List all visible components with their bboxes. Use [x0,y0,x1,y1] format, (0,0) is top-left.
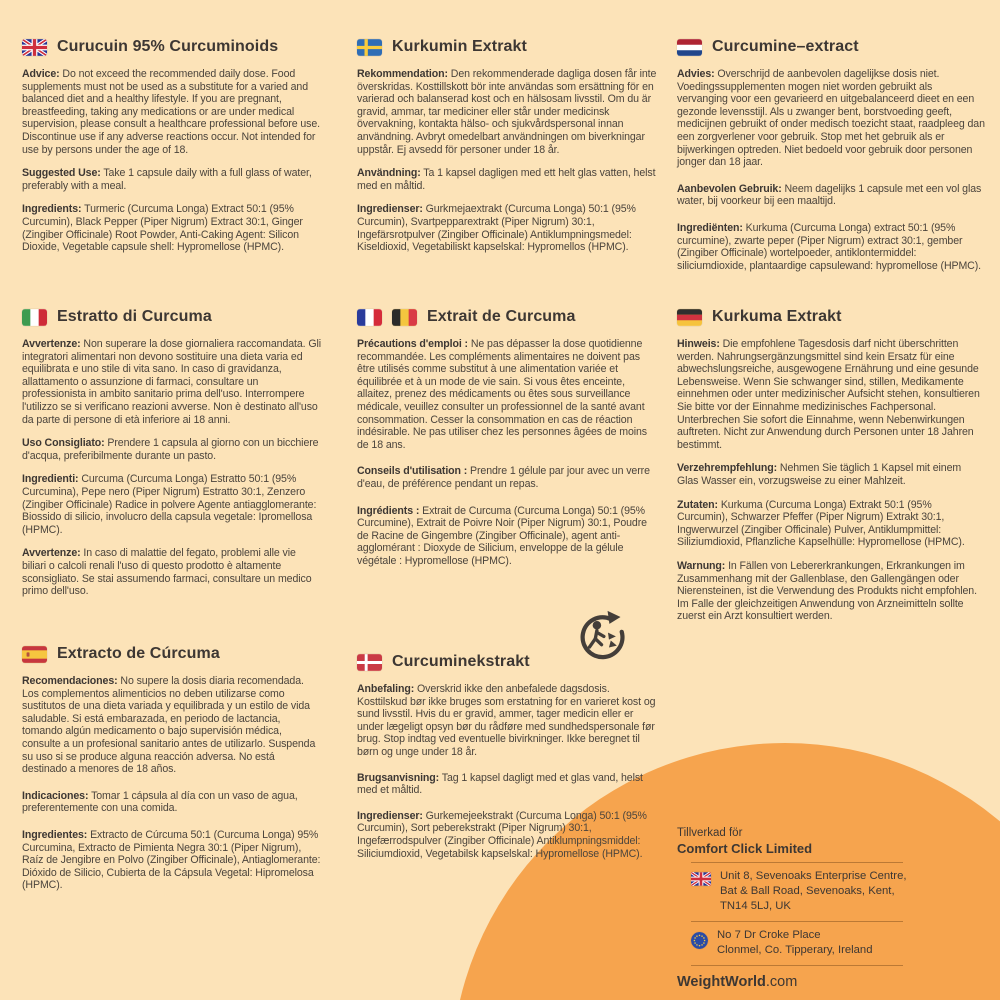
paragraph [357,683,657,759]
section-spanish [22,645,322,903]
section-title: Kurkuma Extrakt [712,308,842,325]
paragraph-text: Gurkemejeekstrakt (Curcuma Longa) 50:1 (95% Curcumin), Sort peberekstrakt (Piper Nigrum) 30:1, Ingefærrodspulver (Zingiber Officinale) Antiklumpningsmiddel: Siliciumdioxid, Vegetabilsk kapselskal: Hypromellose (HPMC). [357,809,647,860]
paragraph [357,505,657,568]
paragraph [677,338,985,451]
brand-name: WeightWorld [677,973,766,990]
paragraph-text: Tomar 1 cápsula al día con un vaso de agua, preferentemente con una comida. [22,789,298,815]
paragraph [22,338,322,426]
paragraph [357,68,657,156]
paragraph-text: Den rekommenderade dagliga dosen får inte överskridas. Kosttillskott bör inte användas som ersättning för en varierad och balanserad kost och en hälsosam livsstil. Om du är gravid, ammar, tar mediciner eller står under medicinsk övervakning, kontakta hälso- och sjukvårdspersonal innan användning. Avbryt omedelbart användningen om biverkningar uppstår. Ej avsedd för personer under 18 år. [357,68,657,156]
paragraph-label: Zutaten: [677,498,718,511]
paragraph [677,560,985,623]
paragraph-label: Avvertenze: [22,338,81,350]
eu-flag-icon [691,932,708,949]
paragraph-label: Advies: [677,68,715,80]
paragraph-label: Suggested Use: [22,167,101,180]
paragraph [677,68,985,169]
section-header [357,308,657,326]
paragraph-label: Hinweis: [677,338,720,350]
paragraph-label: Användning: [357,167,421,180]
paragraph-text: In Fällen von Lebererkrankungen, Erkrankungen im Zusammenhang mit der Gallenblase, den Gallengängen oder Nierensteinen, ist die Verwendung des Produkts nicht empfohlen. Im Falle der gleichzeitigen Anwendung von Arzneimitteln sollte zuerst ein Arzt konsultiert werden. [677,559,977,623]
paragraph [357,465,657,490]
paragraph-text: Non superare la dose giornaliera raccomandata. Gli integratori alimentari non devono sostituire una dieta varia ed equilibrata e uno stile di vita sano. In caso di gravidanza, allattamento o assunzione di farmaci, consultare un professionista in ambito sanitario prima dell'uso. Interrompere l'utilizzo se si verificano reazioni avverse. Non è destinato all'uso da parte di persone di età inferiore ai 18 anni. [22,338,322,426]
paragraph-label: Ingredienser: [357,809,423,822]
section-header [22,645,322,663]
paragraph-label: Anbefaling: [357,683,415,695]
paragraph-label: Indicaciones: [22,789,89,802]
paragraph [22,790,322,815]
manufacturer-block [677,827,977,1000]
paragraph-text: Neem dagelijks 1 capsule met een vol glas water, bij voorkeur bij een maaltijd. [677,182,982,208]
triman-recycling-icon [577,610,627,660]
paragraph-label: Ingredientes: [22,828,88,841]
paragraph-text: Kurkuma (Curcuma Longa) extract 50:1 (95% curcumine), zwarte peper (Piper Nigrum) extract 30:1, gember (Zingiber Officinale) wortelpoeder, antiklontermiddel: siliciumdioxide, plantaardige capsulewand: hypromellose (HPMC). [677,221,982,272]
paragraph-text: Overschrijd de aanbevolen dagelijkse dosis niet. Voedingssupplementen mogen niet worden gebruikt als vervanging voor een gevarieerd en uitgebalanceerd dieet en een gezonde levensstijl. Als u zwanger bent, borstvoeding geeft, medicijnen gebruikt of onder medisch toezicht staat, raadpleeg dan een zorgverlener voor gebruik. Stop met het gebruik als er bijwerkingen optreden. Niet bedoeld voor gebruik door personen jonger dan 18 jaar. [677,68,985,169]
section-header [357,38,657,56]
paragraph-label: Précautions d'emploi : [357,338,468,350]
section-header [677,38,985,56]
section-french [357,308,657,579]
paragraph-label: Ingrediënten: [677,221,743,234]
section-title: Curcumine–extract [712,38,859,55]
paragraph-label: Ingredients: [22,203,82,216]
belgium-flag-icon [392,309,417,326]
eu-address [691,922,977,965]
paragraph-text: Take 1 capsule daily with a full glass of water, preferably with a meal. [22,167,312,192]
paragraph [677,222,985,272]
section-german [677,308,985,634]
paragraph-label: Recomendaciones: [22,675,118,687]
paragraph-text: Nehmen Sie täglich 1 Kapsel mit einem Glas Wasser ein, vorzugsweise zu einer Mahlzeit. [677,462,962,487]
paragraph [677,499,985,549]
section-header [22,38,322,56]
address-lines [720,869,907,914]
address-line: Bat & Ball Road, Sevenoaks, Kent, [720,884,895,897]
paragraph-text: Overskrid ikke den anbefalede dagsdosis. Kosttilskud bør ikke bruges som erstatning for en varieret kost og sund livsstil. Hvis du er gravid, ammer, tager medicin eller er under lægeligt opsyn bør du rådføre med sundhedspersonale før brug. Stop indtag ved eventuelle bivirkninger. Ikke beregnet til børn og unge under 18 år. [357,683,656,758]
section-italian [22,308,322,609]
paragraph-text: Turmeric (Curcuma Longa) Extract 50:1 (95% Curcumin), Black Pepper (Piper Nigrum) Extract 30:1, Ginger (Zingiber Officinale) Root Powder, Anti-Caking Agent: Silicon Dioxide, Vegetable capsule shell: Hypromellose (HPMC). [22,203,303,254]
paragraph [677,462,985,487]
paragraph [22,203,322,253]
section-header [22,308,322,326]
netherlands-flag-icon [677,39,702,56]
address-lines [717,928,873,958]
made-for-label: Tillverkad för [677,827,743,839]
section-dutch [677,38,985,283]
paragraph-text: Kurkuma (Curcuma Longa) Extrakt 50:1 (95% Curcumin), Schwarzer Pfeffer (Piper Nigrum) Extrakt 30:1, Ingwerwurzel (Zingiber Officinale) Pulver, Antiklumpmittel: Siliziumdioxid, Pflanzliche Kapselhülle: Hypromellose (HPMC). [677,498,965,549]
address-line: TN14 5LJ, UK [720,899,791,912]
uk-address [691,863,977,921]
section-title: Extrait de Curcuma [427,308,576,325]
brand-suffix: .com [765,973,798,990]
paragraph [22,547,322,597]
paragraph-text: In caso di malattie del fegato, problemi alle vie biliari o calcoli renali l'uso di questo prodotto è altamente sconsigliato. Se stai assumendo farmaci, consultare un medico primo dell'uso. [22,547,312,598]
paragraph [357,203,657,253]
paragraph [357,772,657,797]
paragraph-label: Verzehrempfehlung: [677,462,778,475]
paragraph-label: Aanbevolen Gebruik: [677,182,782,195]
paragraph-label: Conseils d'utilisation : [357,465,468,478]
paragraph [22,68,322,156]
paragraph-label: Uso Consigliato: [22,437,105,450]
uk-flag-icon [22,39,47,56]
paragraph-text: Die empfohlene Tagesdosis darf nicht überschritten werden. Nahrungsergänzungsmittel sind kein Ersatz für eine abwechslungsreiche, ausgewogene Ernährung und eine gesunde Lebensweise. Wenn Sie schwanger sind, stillen, Medikamente einnehmen oder unter medizinischer Aufsicht stehen, konsultieren Sie bitte vor der Einnahme medizinisches Fachpersonal. Unterbrechen Sie sofort die Einnahme, wenn Nebenwirkungen auftreten. Nicht zur Anwendung durch Personen unter 18 Jahren bestimmt. [677,338,980,451]
uk-flag-icon [691,872,711,886]
paragraph [22,675,322,776]
paragraph-label: Warnung: [677,559,726,572]
paragraph-text: Ta 1 kapsel dagligen med ett helt glas vatten, helst med en måltid. [357,167,656,192]
paragraph-text: Prendere 1 capsula al giorno con un bicchiere d'acqua, preferibilmente durante un pasto. [22,437,319,462]
italy-flag-icon [22,309,47,326]
paragraph-text: Ne pas dépasser la dose quotidienne recommandée. Les compléments alimentaires ne doivent pas être utilisés comme substitut à une alimentation variée et équilibrée et à un mode de vie sain. Si vous êtes enceinte, allaitez, prenez des médicaments ou êtes sous surveillance médicale, veuillez consulter un professionnel de la santé avant consommation. Cesser la consommation en cas de réaction indésirable. Ne pas utiliser chez les personnes âgées de moins de 18 ans. [357,338,648,451]
section-english [22,38,322,265]
company-name: Comfort Click Limited [677,841,813,856]
paragraph [22,437,322,462]
paragraph [22,829,322,892]
section-header [677,308,985,326]
paragraph-label: Ingredienser: [357,203,423,216]
paragraph-text: Gurkmejaextrakt (Curcuma Longa) 50:1 (95% Curcumin), Svartpepparextrakt (Piper Nigrum) 30:1, Ingefärsrotpulver (Zingiber Officinale) Antiklumpningsmedel: Kiseldioxid, Vegetabiliskt kapselskal: Hypromellos (HPMC). [357,203,636,254]
section-title: Estratto di Curcuma [57,308,212,325]
paragraph-text: Prendre 1 gélule par jour avec un verre d'eau, de préférence pendant un repas. [357,465,650,490]
address-line: No 7 Dr Croke Place [717,928,821,941]
section-danish [357,653,657,871]
section-title: Curcuminekstrakt [392,653,530,670]
denmark-flag-icon [357,654,382,671]
paragraph-text: Extracto de Cúrcuma 50:1 (Curcuma Longa) 95% Curcumina, Extracto de Pimienta Negra 30:1 (Piper Nigrum), Raíz de Jengibre en Polvo (Zingiber Officinale), Antiaglomerante: Dióxido de Silicio, Cubierta de la Cápsula Vegetal: Hipromelosa (HPMC). [22,828,321,892]
paragraph [22,167,322,192]
paragraph-text: Extrait de Curcuma (Curcuma Longa) 50:1 (95% Curcumine), Extrait de Poivre Noir (Piper Nigrum) 30:1, Poudre de Racine de Gingembre (Zingiber Officinale), agent anti-agglomérant : Dioxyde de Silicium, enveloppe de la gélule végétale : Hypromellose (HPMC). [357,504,647,567]
section-title: Kurkumin Extrakt [392,38,527,55]
section-title: Curucuin 95% Curcuminoids [57,38,279,55]
divider [691,965,903,966]
section-swedish [357,38,657,265]
paragraph-label: Brugsanvisning: [357,771,440,784]
paragraph-text: No supere la dosis diaria recomendada. Los complementos alimenticios no deben utilizarse como sustitutos de una dieta variada y equilibrada y un estilo de vida saludable. Si está embarazada, en periodo de lactancia, tomando algún medicamento o bajo supervisión médica, consulte a un profesional sanitario antes de utilizarlo. Suspenda su uso si se produce alguna reacción adversa. No está destinado a menores de 18 años. [22,675,316,776]
paragraph [677,183,985,208]
germany-flag-icon [677,309,702,326]
paragraph [357,167,657,192]
paragraph-text: Tag 1 kapsel dagligt med et glas vand, helst med et måltid. [357,771,643,797]
address-line: Unit 8, Sevenoaks Enterprise Centre, [720,870,907,882]
brand-logo [677,974,977,990]
paragraph-label: Avvertenze: [22,547,81,560]
paragraph [22,473,322,536]
paragraph [357,338,657,451]
paragraph-text: Curcuma (Curcuma Longa) Estratto 50:1 (95% Curcumina), Pepe nero (Piper Nigrum) Estratto 30:1, Zenzero (Zingiber Officinale) Radice in polvere Agente antiagglomerante: Biossido di silicio, involucro della capsula vegetale: Ipromellosa (HPMC). [22,473,317,536]
address-line: Clonmel, Co. Tipperary, Ireland [717,943,873,956]
paragraph-label: Advice: [22,68,60,80]
sweden-flag-icon [357,39,382,56]
france-flag-icon [357,309,382,326]
paragraph [357,810,657,860]
paragraph-label: Rekommendation: [357,68,448,80]
section-title: Extracto de Cúrcuma [57,645,220,662]
paragraph-label: Ingredienti: [22,473,79,486]
paragraph-label: Ingrédients : [357,504,420,517]
spain-flag-icon [22,646,47,663]
paragraph-text: Do not exceed the recommended daily dose. Food supplements must not be used as a substitute for a varied and balanced diet and a healthy lifestyle. If you are pregnant, breastfeeding, taking any medications or are under medical supervision, please consult a healthcare professional before use. Discontinue use if any adverse reactions occur. Not intended for use by persons under the age of 18. [22,68,320,156]
